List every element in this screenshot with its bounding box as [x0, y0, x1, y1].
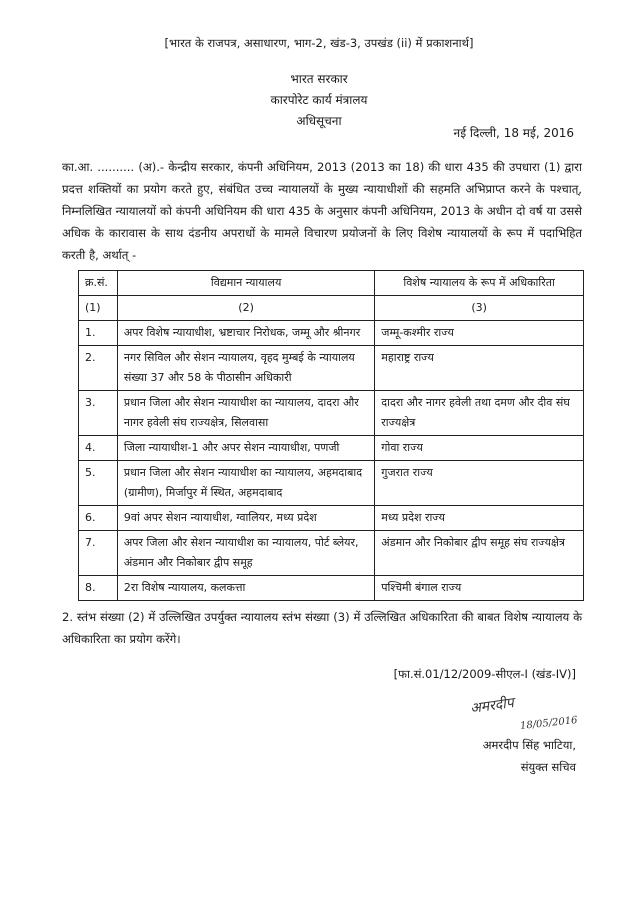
row-jurisdiction: जम्मू-कश्मीर राज्य: [375, 321, 584, 346]
date-line: नई दिल्ली, 18 मई, 2016: [453, 126, 574, 140]
row-jurisdiction: मध्य प्रदेश राज्य: [375, 506, 584, 531]
row-serial: 4.: [79, 436, 118, 461]
row-court: नगर सिविल और सेशन न्यायालय, वृहद मुम्बई के न्यायालय संख्या 37 और 58 के पीठासीन अधिकारी: [117, 346, 374, 391]
handwritten-signature: अमरदीप: [469, 695, 515, 717]
signer-designation: संयुक्त सचिव: [520, 760, 576, 774]
row-serial: 8.: [79, 576, 118, 601]
gazette-header-note: [भारत के राजपत्र, असाधारण, भाग-2, खंड-3, उपखंड (ii) में प्रकाशनार्थ]: [164, 36, 474, 50]
file-reference: [फा.सं.01/12/2009-सीएल-I (खंड-IV)]: [393, 667, 576, 681]
row-serial: 1.: [79, 321, 118, 346]
row-jurisdiction: पश्चिमी बंगाल राज्य: [375, 576, 584, 601]
document-type: अधिसूचना: [296, 114, 342, 128]
row-jurisdiction: अंडमान और निकोबार द्वीप समूह संघ राज्यक्षेत्र: [375, 531, 584, 576]
table-header-number-row: [79, 296, 584, 321]
table-row: [79, 531, 584, 576]
table-row: [79, 576, 584, 601]
header-jurisdiction: विशेष न्यायालय के रूप में अधिकारिता: [375, 271, 584, 296]
row-serial: 5.: [79, 461, 118, 506]
header-existing-court: विद्यमान न्यायालय: [117, 271, 374, 296]
table-row: [79, 391, 584, 436]
table-row: [79, 346, 584, 391]
row-serial: 6.: [79, 506, 118, 531]
row-court: अपर विशेष न्यायाधीश, भ्रष्टाचार निरोधक, जम्मू और श्रीनगर: [117, 321, 374, 346]
row-jurisdiction: गोवा राज्य: [375, 436, 584, 461]
table-row: [79, 506, 584, 531]
row-jurisdiction: दादरा और नागर हवेली तथा दमण और दीव संघ राज्यक्षेत्र: [375, 391, 584, 436]
row-jurisdiction: महाराष्ट्र राज्य: [375, 346, 584, 391]
handwritten-signature-date: 18/05/2016: [519, 715, 579, 732]
row-court: जिला न्यायाधीश-1 और अपर सेशन न्यायाधीश, पणजी: [117, 436, 374, 461]
courts-table: [78, 270, 584, 601]
signer-name: अमरदीप सिंह भाटिया,: [482, 738, 576, 752]
header-num-1: (1): [79, 296, 118, 321]
government-name: भारत सरकार: [290, 72, 348, 86]
header-serial: क्र.सं.: [79, 271, 118, 296]
clause-two-paragraph: 2. स्तंभ संख्या (2) में उल्लिखित उपर्युक्त न्यायालय स्तंभ संख्या (3) में उल्लिखित अधिकारिता की बाबत विशेष न्यायालय के अधिकारिता का प्रयोग करेंगे।: [62, 610, 582, 646]
table-header-row: [79, 271, 584, 296]
table-row: [79, 321, 584, 346]
notification-paragraph: का.आ. .......... (अ).- केन्द्रीय सरकार, कंपनी अधिनियम, 2013 (2013 का 18) की धारा 435 की उपधारा (1) द्वारा प्रदत्त शक्तियों का प्रयोग करते हुए, संबंधित उच्च न्यायालयों के मुख्य न्यायाधीशों की सहमति अभिप्राप्त करने के पश्चात्, निम्नलिखित न्यायालयों को कंपनी अधिनियम की धारा 435 के अनुसार कंपनी अधिनियम, 2013 के अधीन दो वर्ष या उससे अधिक के कारावास के साथ दंडनीय अपराधों के मामले विचारण प्रयोजनों के लिए विशेष न्यायालयों के रूप में पदाभिहित करती है, अर्थात् -: [62, 160, 582, 262]
row-serial: 2.: [79, 346, 118, 391]
row-court: प्रधान जिला और सेशन न्यायाधीश का न्यायालय, अहमदाबाद (ग्रामीण), मिर्जापुर में स्थित, अहमदाबाद: [117, 461, 374, 506]
row-serial: 3.: [79, 391, 118, 436]
row-court: 2रा विशेष न्यायालय, कलकत्ता: [117, 576, 374, 601]
table-row: [79, 436, 584, 461]
table-row: [79, 461, 584, 506]
header-num-3: (3): [375, 296, 584, 321]
row-court: प्रधान जिला और सेशन न्यायाधीश का न्यायालय, दादरा और नागर हवेली संघ राज्यक्षेत्र, सिलवासा: [117, 391, 374, 436]
row-court: अपर जिला और सेशन न्यायाधीश का न्यायालय, पोर्ट ब्लेयर, अंडमान और निकोबार द्वीप समूह: [117, 531, 374, 576]
row-court: 9वां अपर सेशन न्यायाधीश, ग्वालियर, मध्य प्रदेश: [117, 506, 374, 531]
header-num-2: (2): [117, 296, 374, 321]
ministry-name: कारपोरेट कार्य मंत्रालय: [270, 93, 368, 107]
row-serial: 7.: [79, 531, 118, 576]
row-jurisdiction: गुजरात राज्य: [375, 461, 584, 506]
